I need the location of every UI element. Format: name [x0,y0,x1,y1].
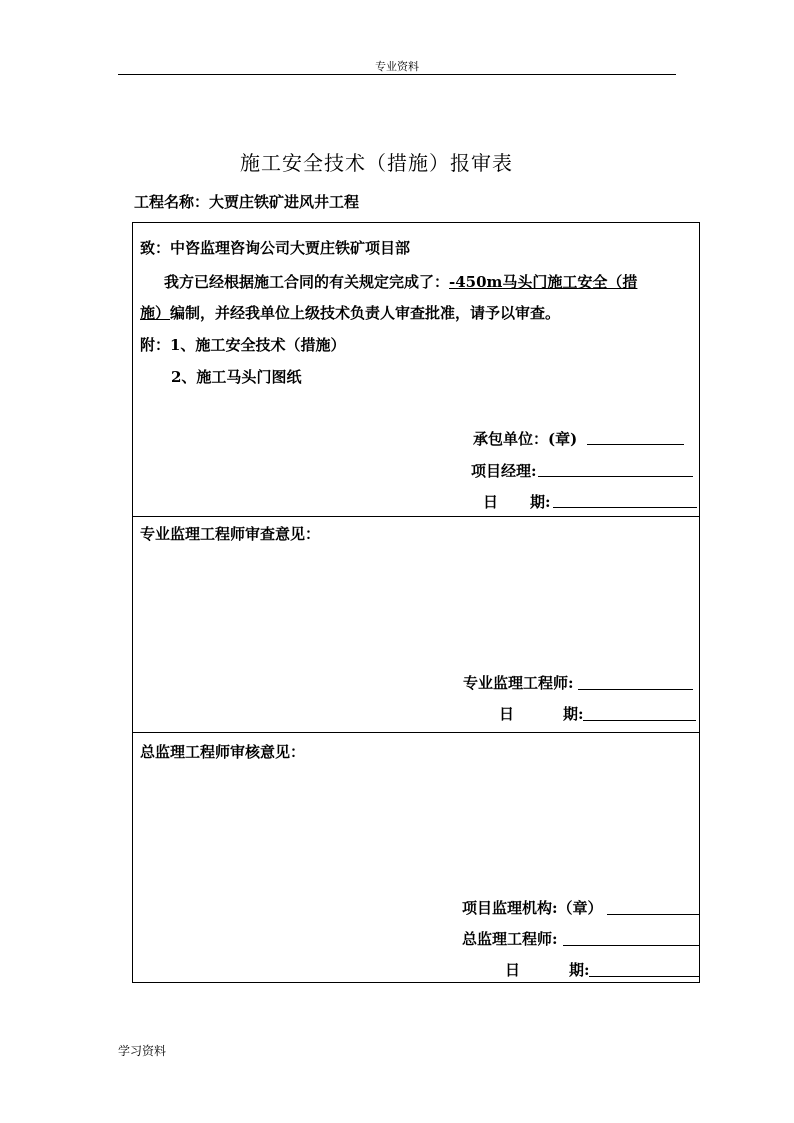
body-line2-underlined: 施） [140,304,171,322]
project-name-label: 工程名称： [134,193,210,211]
specialist-engineer-label: 专业监理工程师: [463,674,574,692]
specialist-review-section [133,516,699,733]
specialist-opinion-heading: 专业监理工程师审查意见： [140,525,321,543]
supervision-org-label: 项目监理机构:（章） [462,899,603,917]
body-line1-prefix: 我方已经根据施工合同的有关规定完成了： [164,273,450,291]
date-signature-line[interactable] [553,507,697,508]
project-manager-label: 项目经理: [471,462,537,480]
header-divider [118,74,676,75]
body-line2-rest: 编制，并经我单位上级技术负责人审查批准，请予以审查。 [170,304,561,322]
attachment-item-1: 附：1、施工安全技术（措施） [140,336,346,354]
specialist-date-line[interactable] [583,720,696,721]
chief-date-label-char1: 日 [505,961,521,979]
document-title: 施工安全技术（措施）报审表 [240,151,513,175]
chief-engineer-label: 总监理工程师: [462,930,558,948]
chief-date-label-char2: 期: [569,961,590,979]
review-form-table [132,222,700,983]
submission-body-line2 [140,302,560,323]
project-manager-signature-line[interactable] [538,476,693,477]
chief-engineer-signature-line[interactable] [563,945,700,946]
submission-body-line1 [164,271,637,292]
contractor-signature-line[interactable] [587,444,684,445]
page-footer-text: 学习资料 [118,1044,167,1058]
supervision-org-signature-line[interactable] [607,914,700,915]
project-name-value: 大贾庄铁矿进风井工程 [209,193,360,211]
chief-date-line[interactable] [589,976,700,977]
date-label-char2: 期: [530,493,551,511]
project-name-line [134,191,359,212]
attachment-item-2: 2、施工马头门图纸 [171,368,302,386]
chief-opinion-heading: 总监理工程师审核意见： [140,743,306,761]
date-label-char1: 日 [483,493,499,511]
contractor-label: 承包单位：(章) [473,430,578,448]
chief-review-section [133,732,699,985]
specialist-engineer-signature-line[interactable] [578,689,693,690]
body-line1-underlined: -450m马头门施工安全（措 [449,273,638,291]
addressee-text: 致：中咨监理咨询公司大贾庄铁矿项目部 [140,239,411,257]
page-header-text: 专业资料 [375,60,419,73]
specialist-date-label-char1: 日 [499,705,515,723]
submission-section [133,223,699,516]
specialist-date-label-char2: 期: [563,705,584,723]
